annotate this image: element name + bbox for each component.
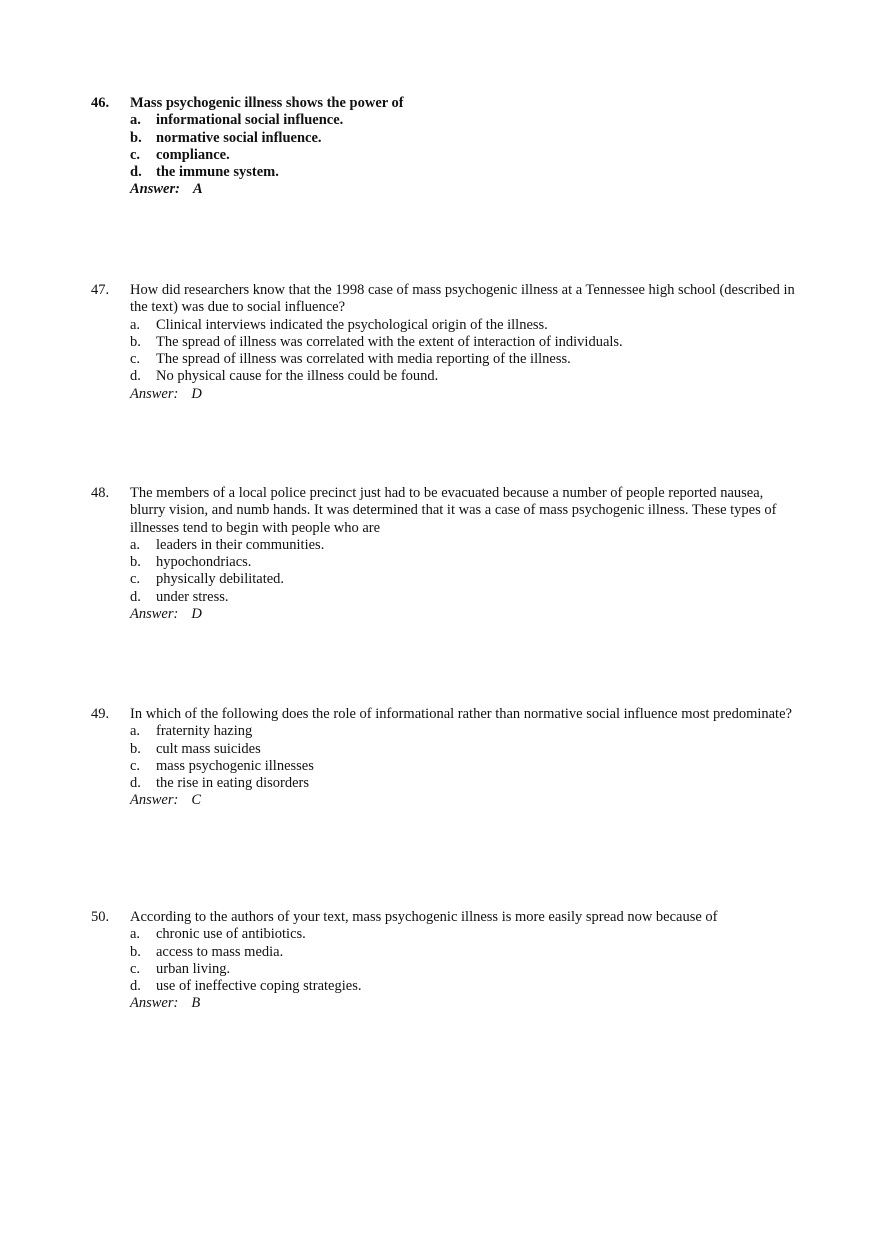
- question-number: 47.: [91, 282, 110, 298]
- option-letter: c.: [130, 757, 141, 774]
- option-text: the rise in eating disorders: [156, 775, 310, 792]
- answer-value: C: [191, 792, 202, 809]
- option-letter: a.: [130, 723, 141, 740]
- answer-line: [91, 181, 801, 198]
- option-a: [91, 317, 801, 334]
- option-a: [91, 723, 801, 740]
- option-text: informational social influence.: [156, 112, 344, 129]
- option-text: No physical cause for the illness could be found.: [156, 368, 439, 385]
- question-stem: In which of the following does the role of informational rather than normative social influence most predominate?: [130, 706, 792, 722]
- answer-value: B: [191, 995, 201, 1012]
- option-letter: a.: [130, 536, 141, 553]
- option-letter: c.: [130, 571, 141, 588]
- option-letter: c.: [130, 146, 141, 163]
- option-letter: b.: [130, 740, 141, 757]
- question-number: 46.: [91, 95, 110, 111]
- answer-line: [91, 792, 801, 809]
- option-text: fraternity hazing: [156, 723, 253, 740]
- question-49: [91, 706, 801, 810]
- answer-label: Answer:: [130, 181, 180, 198]
- question-stem: According to the authors of your text, mass psychogenic illness is more easily spread now because of: [130, 909, 718, 925]
- option-text: the immune system.: [156, 164, 279, 181]
- option-text: The spread of illness was correlated with media reporting of the illness.: [156, 351, 571, 368]
- option-b: [91, 130, 801, 147]
- option-letter: b.: [130, 554, 141, 571]
- option-letter: b.: [130, 129, 142, 146]
- option-text: normative social influence.: [156, 129, 322, 146]
- question-stem: How did researchers know that the 1998 case of mass psychogenic illness at a Tennessee high school (described in the text) was due to social influence?: [130, 282, 795, 316]
- option-d: [91, 775, 801, 792]
- answer-value: D: [191, 606, 202, 623]
- option-text: hypochondriacs.: [156, 554, 252, 571]
- question-number: 49.: [91, 706, 110, 722]
- option-a: [91, 112, 801, 129]
- option-a: [91, 537, 801, 554]
- option-b: [91, 944, 801, 961]
- question-stem-row: [91, 485, 801, 537]
- answer-label: Answer:: [130, 606, 179, 623]
- option-a: [91, 926, 801, 943]
- option-text: urban living.: [156, 960, 231, 977]
- option-letter: d.: [130, 978, 141, 995]
- option-letter: d.: [130, 368, 141, 385]
- option-text: mass psychogenic illnesses: [156, 757, 314, 774]
- option-letter: c.: [130, 351, 141, 368]
- answer-line: [91, 995, 801, 1012]
- option-letter: d.: [130, 588, 141, 605]
- question-stem-row: [91, 706, 801, 723]
- option-text: use of ineffective coping strategies.: [156, 978, 362, 995]
- question-number: 50.: [91, 909, 110, 925]
- answer-label: Answer:: [130, 385, 179, 402]
- option-d: [91, 978, 801, 995]
- option-b: [91, 334, 801, 351]
- option-text: leaders in their communities.: [156, 536, 325, 553]
- option-c: [91, 351, 801, 368]
- option-text: chronic use of antibiotics.: [156, 926, 306, 943]
- option-text: cult mass suicides: [156, 740, 261, 757]
- option-d: [91, 164, 801, 181]
- option-letter: b.: [130, 333, 141, 350]
- question-46: [91, 95, 801, 199]
- option-letter: d.: [130, 775, 141, 792]
- answer-label: Answer:: [130, 995, 179, 1012]
- option-text: access to mass media.: [156, 943, 284, 960]
- option-c: [91, 758, 801, 775]
- question-stem-row: [91, 282, 801, 317]
- question-stem-row: [91, 95, 801, 112]
- answer-label: Answer:: [130, 792, 179, 809]
- question-stem: The members of a local police precinct just had to be evacuated because a number of people reported nausea, blurry vision, and numb hands. It was determined that it was a case of mass psychogenic illness. These types of illnesses tend to begin with people who are: [130, 485, 777, 536]
- option-d: [91, 368, 801, 385]
- option-letter: a.: [130, 112, 141, 129]
- option-text: The spread of illness was correlated with the extent of interaction of individuals.: [156, 333, 623, 350]
- option-text: under stress.: [156, 588, 229, 605]
- question-47: [91, 282, 801, 403]
- option-d: [91, 589, 801, 606]
- option-b: [91, 554, 801, 571]
- option-text: Clinical interviews indicated the psychological origin of the illness.: [156, 316, 548, 333]
- question-stem-row: [91, 909, 801, 926]
- option-c: [91, 571, 801, 588]
- option-c: [91, 961, 801, 978]
- answer-line: [91, 386, 801, 403]
- answer-value: D: [191, 385, 202, 402]
- question-number: 48.: [91, 485, 110, 501]
- option-letter: d.: [130, 164, 142, 181]
- option-text: compliance.: [156, 146, 230, 163]
- option-letter: a.: [130, 316, 141, 333]
- answer-value: A: [192, 181, 203, 198]
- option-text: physically debilitated.: [156, 571, 285, 588]
- option-b: [91, 741, 801, 758]
- question-50: [91, 909, 801, 1013]
- option-letter: c.: [130, 960, 141, 977]
- question-stem: Mass psychogenic illness shows the power of: [130, 95, 404, 111]
- option-letter: b.: [130, 943, 141, 960]
- question-48: [91, 485, 801, 623]
- option-c: [91, 147, 801, 164]
- option-letter: a.: [130, 926, 141, 943]
- answer-line: [91, 606, 801, 623]
